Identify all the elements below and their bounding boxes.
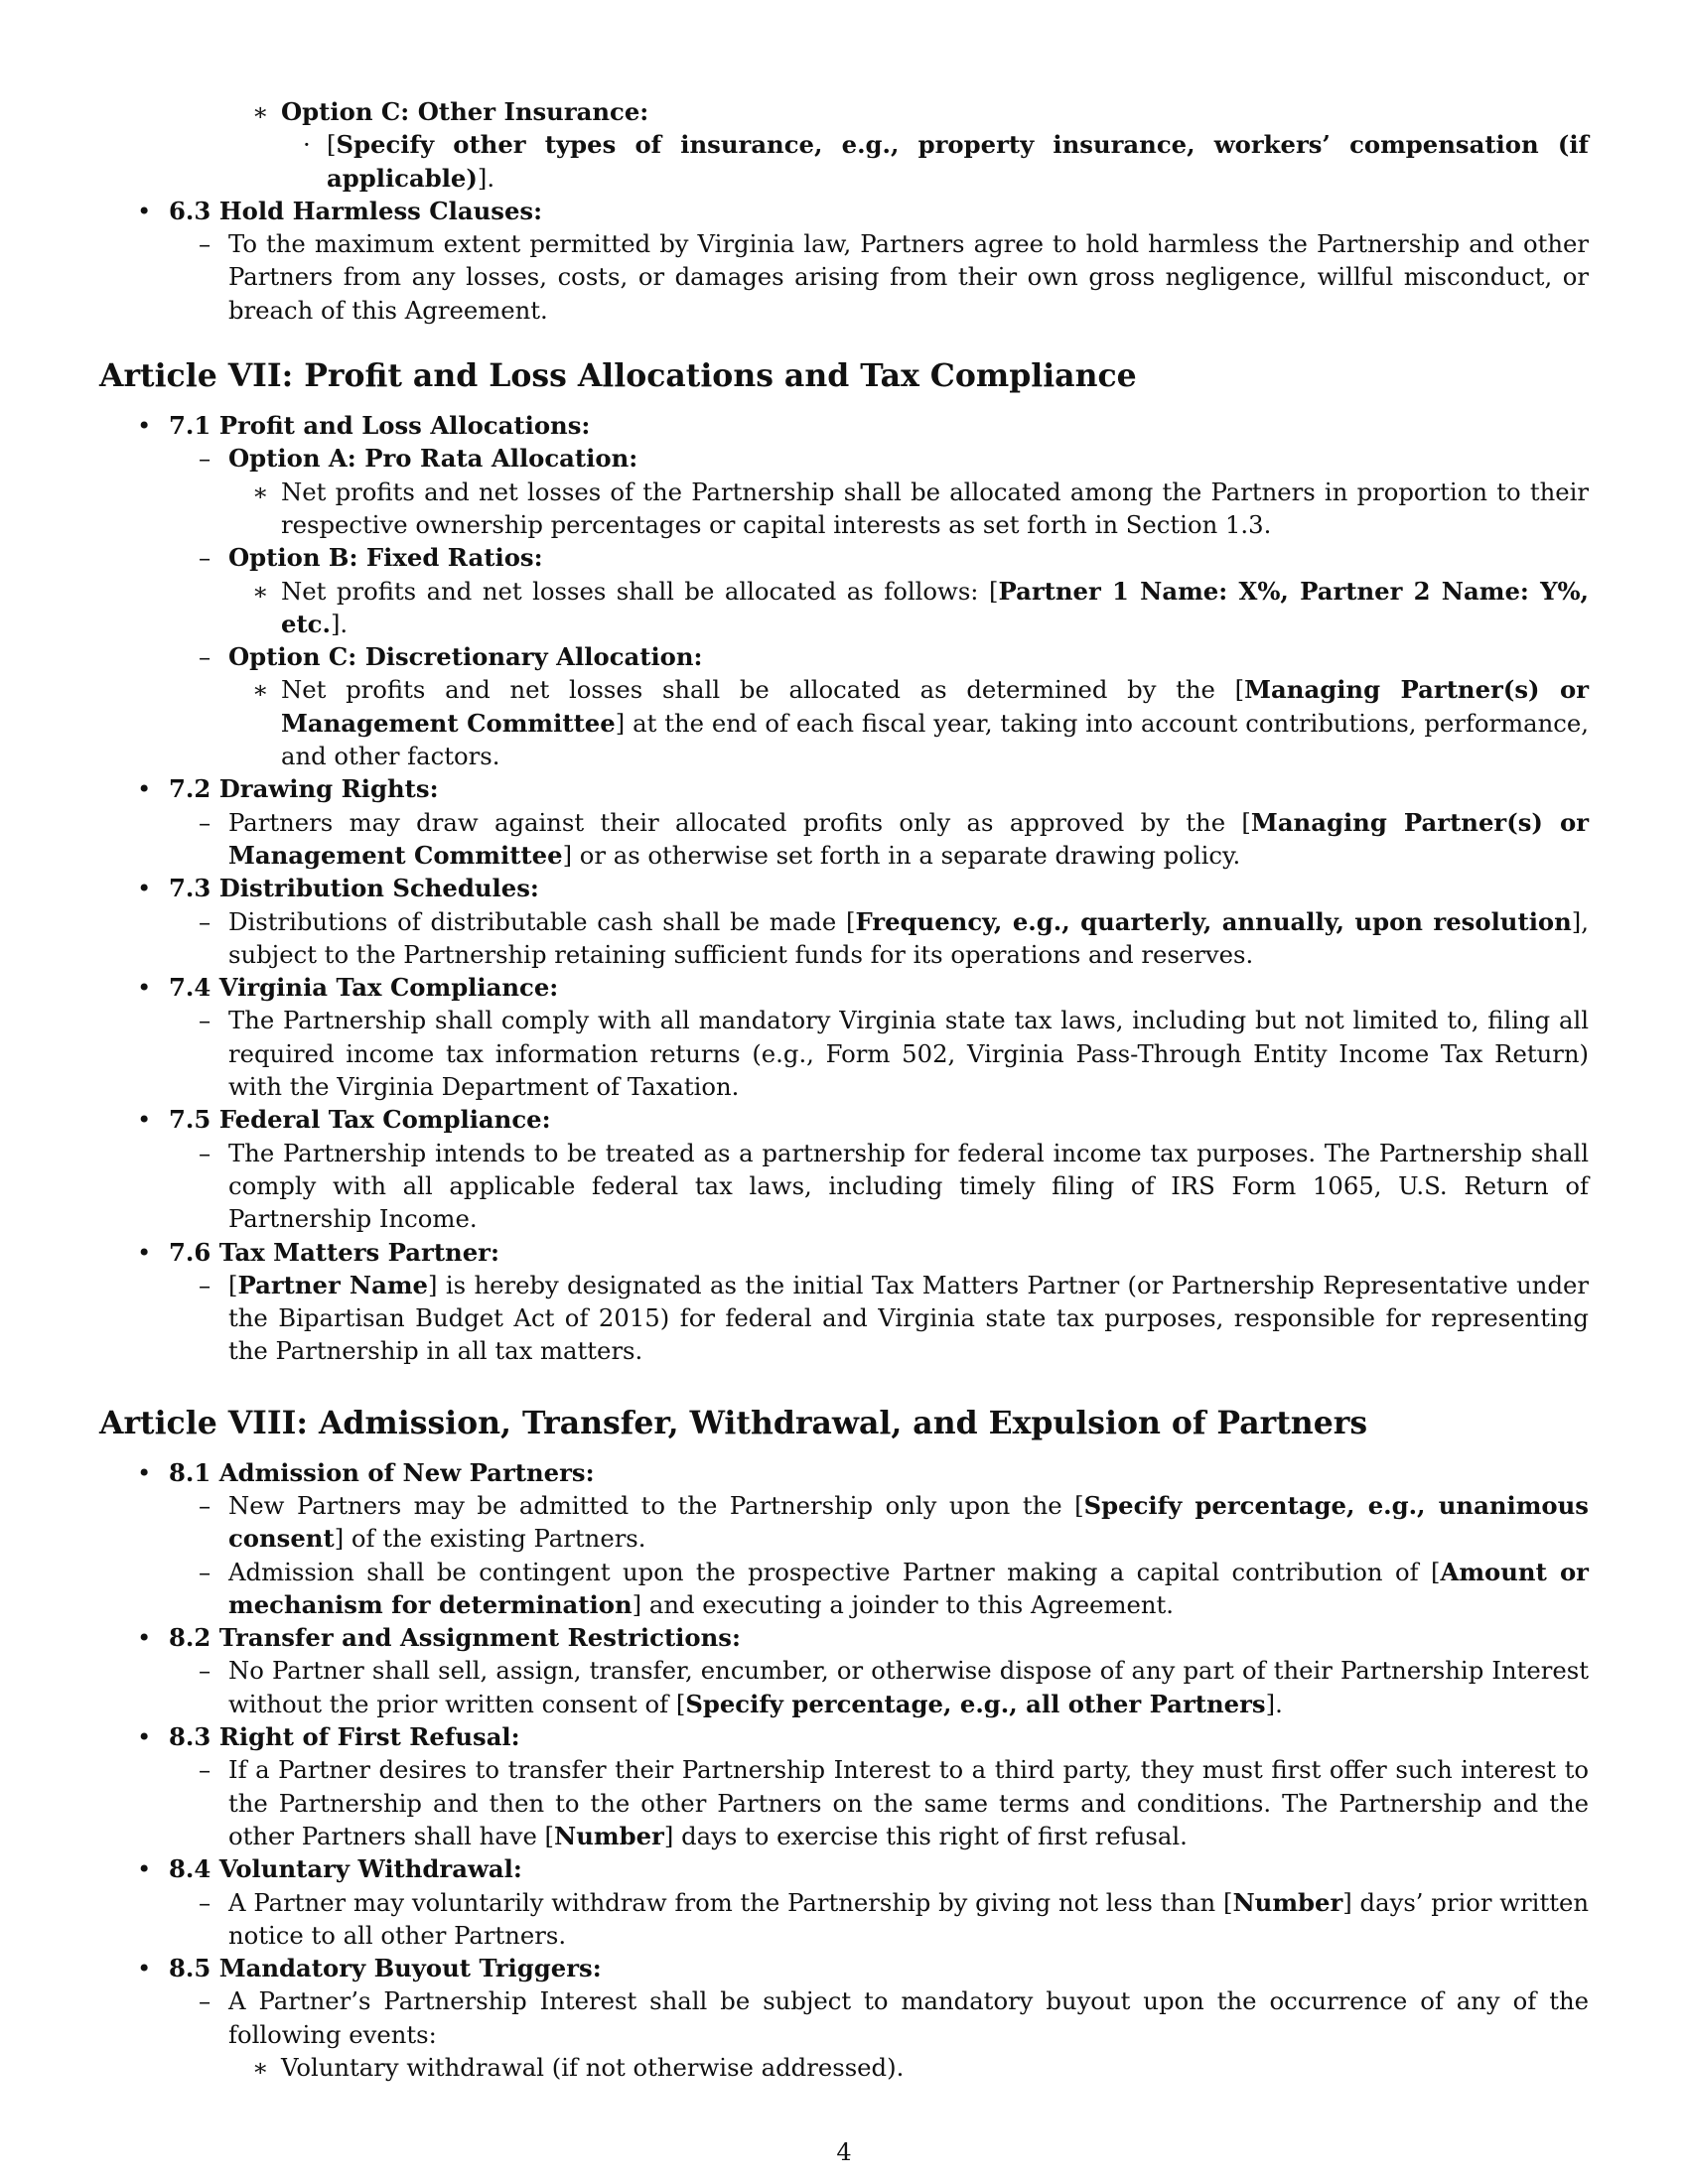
section-8-4-text: – A Partner may voluntarily withdraw from the Partnership by giving not less than [Number] days’ prior written notice to all other Partners. xyxy=(199,1887,1590,1950)
section-8-3-title: • 8.3 Right of First Refusal: xyxy=(99,1720,1589,1753)
article-8-heading: Article VIII: Admission, Transfer, Withdrawal, and Expulsion of Partners xyxy=(99,1404,1368,1441)
document-page xyxy=(99,95,1589,2084)
section-7-2-text: – Partners may draw against their allocated profits only as approved by the [Managing Partner(s) or Management Committee] or as otherwise set forth in a separate drawing policy. xyxy=(199,807,1589,870)
dash-marker: – xyxy=(199,1490,211,1520)
placeholder-text: Managing Partner(s) or Management Committee xyxy=(228,807,1589,870)
placeholder-text: Specify percentage, e.g., unanimous consent xyxy=(228,1490,1589,1554)
section-8-5-text: – A Partner’s Partnership Interest shall be subject to mandatory buyout upon the occurrence of any of the following events: xyxy=(199,1986,1589,2049)
placeholder-text: Managing Partner(s) or Management Committee xyxy=(281,675,1589,738)
placeholder-text: Specify percentage, e.g., all other Partners xyxy=(685,1689,1266,1718)
list-item-option-c-insurance xyxy=(99,95,1589,128)
option-a-text: ∗ Net profits and net losses of the Partnership shall be allocated among the Partners in proportion to their respective ownership percentages or capital interests as set forth in Section 1.3. xyxy=(252,477,1589,539)
option-c-title: – Option C: Discretionary Allocation: xyxy=(99,640,1589,673)
dash-marker: – xyxy=(199,1887,211,1917)
dash-marker: – xyxy=(199,1270,211,1299)
section-6-3-text: – To the maximum extent permitted by Virginia law, Partners agree to hold harmless the Partnership and other Partners from any losses, costs, or damages arising from their own gross negligence, willful misconduct, or breach of this Agreement. xyxy=(199,229,1589,325)
article-7-heading: Article VII: Profit and Loss Allocations and Tax Compliance xyxy=(99,357,1137,395)
bullet-marker: • xyxy=(137,874,152,903)
dash-marker: – xyxy=(199,807,211,837)
bullet-marker: • xyxy=(137,1854,152,1884)
bullet-marker: • xyxy=(137,196,152,225)
section-8-4-title: • 8.4 Voluntary Withdrawal: xyxy=(99,1852,1589,1885)
dot-marker: · xyxy=(303,130,311,160)
section-8-3-text: – If a Partner desires to transfer their Partnership Interest to a third party, they must first offer such interest to the Partnership and then to the other Partners on the same terms and conditions. The Partnership and the other Partners shall have [Number] days to exercise this right of first refusal. xyxy=(199,1755,1589,1850)
bullet-marker: • xyxy=(137,973,152,1003)
placeholder-text: Specify other types of insurance, e.g., property insurance, workers’ compensation (if applicable) xyxy=(327,130,1589,193)
dash-marker: – xyxy=(199,1656,211,1686)
item-title: Option C: Other Insurance: xyxy=(281,97,649,126)
section-8-2-text: – No Partner shall sell, assign, transfer, encumber, or otherwise dispose of any part of their Partnership Interest without the prior written consent of [Specify percentage, e.g., all other Partners]. xyxy=(199,1656,1589,1718)
dash-marker: – xyxy=(199,1557,211,1586)
section-7-3-text: – Distributions of distributable cash shall be made [Frequency, e.g., quarterly, annually, upon resolution], subject to the Partnership retaining sufficient funds for its operations and reserves. xyxy=(199,906,1589,969)
section-8-2-title: • 8.2 Transfer and Assignment Restrictions: xyxy=(99,1621,1589,1654)
dash-marker: – xyxy=(199,642,211,672)
section-8-1-text-b: – Admission shall be contingent upon the prospective Partner making a capital contribution of [Amount or mechanism for determination] and executing a joinder to this Agreement. xyxy=(199,1557,1589,1619)
section-6-3-title: • 6.3 Hold Harmless Clauses: xyxy=(99,195,1589,227)
option-b-title: – Option B: Fixed Ratios: xyxy=(99,541,1589,574)
option-b-text: ∗ Net profits and net losses shall be allocated as follows: [Partner 1 Name: X%, Partner 2 Name: Y%, etc.]. xyxy=(252,576,1589,638)
placeholder-text: Amount or mechanism for determination xyxy=(228,1557,1589,1619)
bullet-marker: • xyxy=(137,1105,152,1135)
option-a-title: – Option A: Pro Rata Allocation: xyxy=(99,442,1589,475)
star-marker: ∗ xyxy=(252,477,269,506)
star-marker: ∗ xyxy=(252,675,269,705)
dash-marker: – xyxy=(199,1006,211,1035)
dash-marker: – xyxy=(199,229,211,259)
placeholder-text: Number xyxy=(1232,1887,1343,1917)
section-8-1-title: • 8.1 Admission of New Partners: xyxy=(99,1456,1589,1489)
section-7-4-text: – The Partnership shall comply with all mandatory Virginia state tax laws, including but not limited to, filing all required income tax information returns (e.g., Form 502, Virginia Pass-Through Entity Income Tax Return) with the Virginia Department of Taxation. xyxy=(199,1006,1589,1102)
section-7-4-title: • 7.4 Virginia Tax Compliance: xyxy=(99,971,1589,1004)
bullet-marker: • xyxy=(137,1237,152,1267)
dash-marker: – xyxy=(199,1138,211,1167)
placeholder-text: Frequency, e.g., quarterly, annually, upon resolution xyxy=(855,906,1572,936)
dash-marker: – xyxy=(199,543,211,573)
dash-marker: – xyxy=(199,906,211,936)
star-marker: ∗ xyxy=(252,576,269,606)
star-marker: ∗ xyxy=(252,97,269,126)
section-7-1-title: • 7.1 Profit and Loss Allocations: xyxy=(99,409,1589,442)
section-7-6-text: – [Partner Name] is hereby designated as the initial Tax Matters Partner (or Partnership Representative under the Bipartisan Budget Act of 2015) for federal and Virginia state tax purposes, responsible for representing the Partnership in all tax matters. xyxy=(199,1270,1589,1366)
bullet-marker: • xyxy=(137,411,152,441)
dash-marker: – xyxy=(199,444,211,474)
list-item-option-c-detail: · [Specify other types of insurance, e.g., property insurance, workers’ compensation (if applicable)]. xyxy=(303,130,1589,193)
bullet-marker: • xyxy=(137,1623,152,1653)
dash-marker: – xyxy=(199,1755,211,1785)
section-7-2-title: • 7.2 Drawing Rights: xyxy=(99,772,1589,805)
section-7-5-title: • 7.5 Federal Tax Compliance: xyxy=(99,1103,1589,1136)
section-8-5-item-1: ∗ Voluntary withdrawal (if not otherwise addressed). xyxy=(99,2051,1589,2084)
dash-marker: – xyxy=(199,1986,211,2016)
bullet-marker: • xyxy=(137,1457,152,1487)
section-8-1-text-a: – New Partners may be admitted to the Partnership only upon the [Specify percentage, e.g., unanimous consent] of the existing Partners. xyxy=(199,1490,1589,1554)
star-marker: ∗ xyxy=(252,2053,269,2083)
section-8-5-title: • 8.5 Mandatory Buyout Triggers: xyxy=(99,1952,1589,1984)
placeholder-text: Number xyxy=(554,1821,664,1850)
bullet-marker: • xyxy=(137,1954,152,1983)
placeholder-text: Partner 1 Name: X%, Partner 2 Name: Y%, etc. xyxy=(281,576,1589,638)
bullet-marker: • xyxy=(137,774,152,804)
option-c-text: ∗ Net profits and net losses shall be allocated as determined by the [Managing Partner(s) or Management Committee] at the end of each fiscal year, taking into account contributions, performance, and other factors. xyxy=(252,675,1590,771)
section-7-5-text: – The Partnership intends to be treated as a partnership for federal income tax purposes. The Partnership shall comply with all applicable federal tax laws, including timely filing of IRS Form 1065, U.S. Return of Partnership Income. xyxy=(199,1138,1589,1234)
section-7-6-title: • 7.6 Tax Matters Partner: xyxy=(99,1236,1589,1269)
placeholder-text: Partner Name xyxy=(237,1270,429,1299)
bullet-marker: • xyxy=(137,1722,152,1752)
section-7-3-title: • 7.3 Distribution Schedules: xyxy=(99,872,1589,904)
page-number: 4 xyxy=(836,2138,852,2166)
